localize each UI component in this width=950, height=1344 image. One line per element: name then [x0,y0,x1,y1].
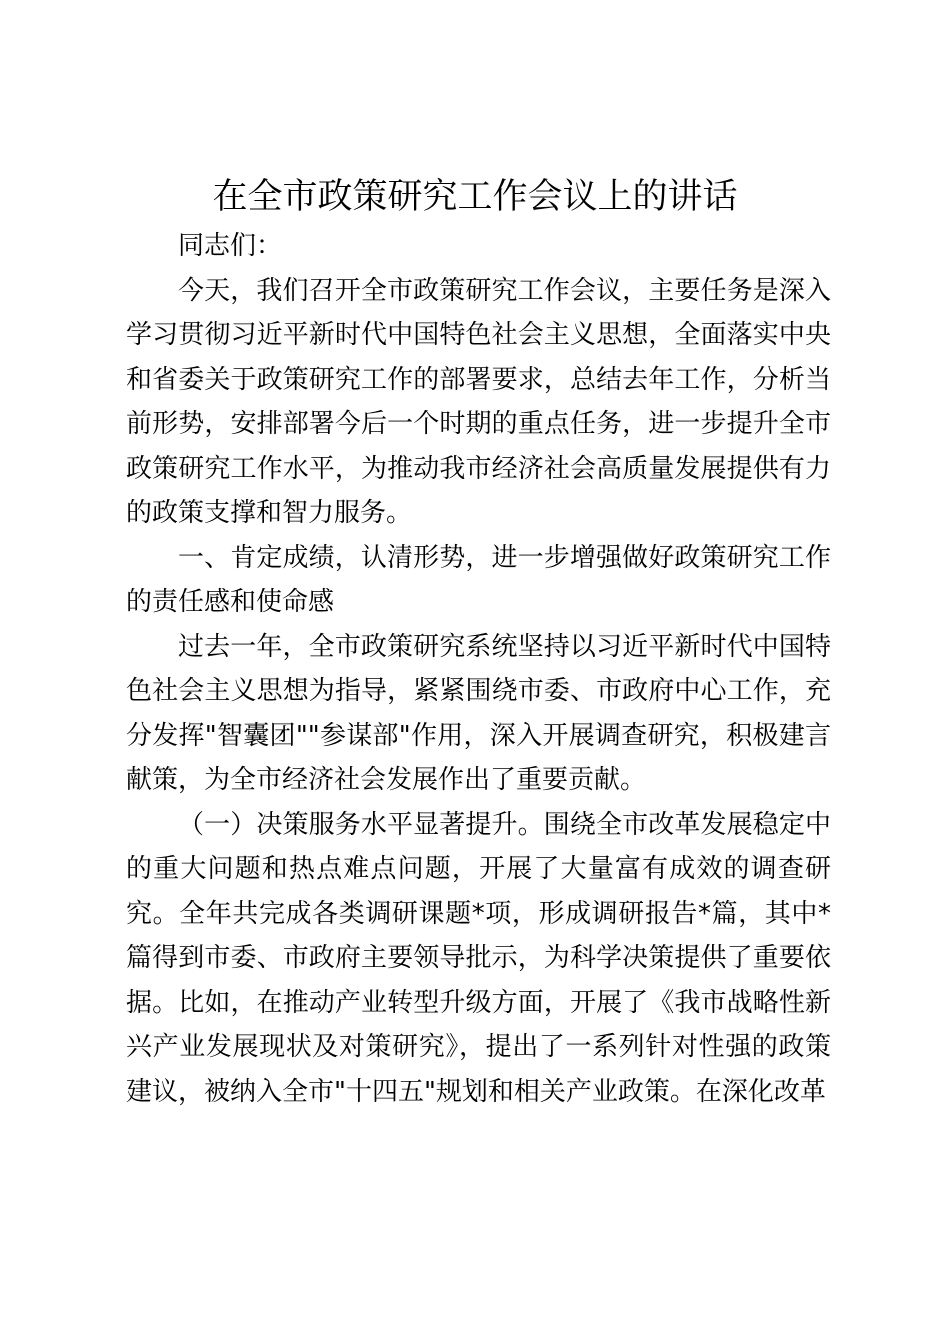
paragraph-intro: 今天，我们召开全市政策研究工作会议，主要任务是深入学习贯彻习近平新时代中国特色社会主义思想，全面落实中央和省委关于政策研究工作的部署要求，总结去年工作，分析当前形势，安排部署今后一个时期的重点任务，进一步提升全市政策研究工作水平，为推动我市经济社会高质量发展提供有力的政策支撑和智力服务。 [126,275,831,528]
section-heading-1: 一、肯定成绩，认清形势，进一步增强做好政策研究工作的责任感和使命感 [126,542,831,617]
salutation: 同志们： [178,231,283,261]
paragraph-subsection-1: （一）决策服务水平显著提升。围绕全市改革发展稳定中的重大问题和热点难点问题，开展了大量富有成效的调查研究。全年共完成各类调研课题*项，形成调研报告*篇，其中*篇得到市委、市政府主要领导批示，为科学决策提供了重要依据。比如，在推动产业转型升级方面，开展了《我市战略性新兴产业发展现状及对策研究》，提出了一系列针对性强的政策建议，被纳入全市"十四五"规划和相关产业政策。在深化改革 [126,809,831,1107]
document-title: 在全市政策研究工作会议上的讲话 [212,177,738,217]
document-body [126,224,831,1114]
paragraph-review: 过去一年，全市政策研究系统坚持以习近平新时代中国特色社会主义思想为指导，紧紧围绕市委、市政府中心工作，充分发挥"智囊团""参谋部"作用，深入开展调查研究，积极建言献策，为全市经济社会发展作出了重要贡献。 [126,631,831,795]
